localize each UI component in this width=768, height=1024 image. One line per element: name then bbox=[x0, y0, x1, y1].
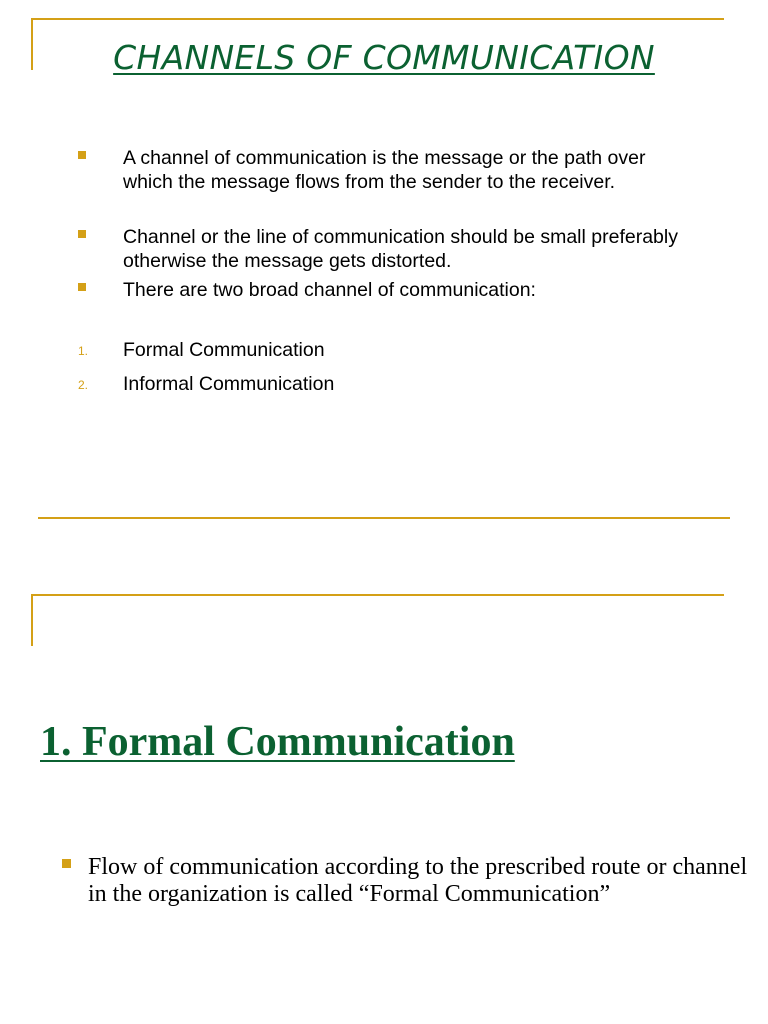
bullet-square-icon bbox=[78, 151, 86, 159]
bullet-text: There are two broad channel of communication: bbox=[123, 279, 536, 301]
slide-frame-top bbox=[31, 594, 724, 596]
slide-title: CHANNELS OF COMMUNICATION bbox=[113, 38, 655, 77]
bullet-square-icon bbox=[62, 859, 71, 868]
slide-2 bbox=[0, 590, 768, 1024]
bullet-text: A channel of communication is the message or the path over which the message flows from the sender to the receiver. bbox=[123, 147, 646, 193]
numbered-text: Informal Communication bbox=[123, 373, 335, 395]
slide-divider bbox=[38, 517, 730, 519]
slide-title: 1. Formal Communication bbox=[40, 719, 515, 765]
slide-frame-left bbox=[31, 594, 33, 646]
numbered-text: Formal Communication bbox=[123, 339, 325, 361]
list-number: 1. bbox=[78, 344, 89, 358]
slide-frame-top bbox=[31, 18, 724, 20]
list-number: 2. bbox=[78, 378, 89, 392]
bullet-square-icon bbox=[78, 230, 86, 238]
bullet-text: Channel or the line of communication should be small preferably otherwise the message gets distorted. bbox=[123, 226, 678, 272]
bullet-text: Flow of communication according to the prescribed route or channel in the organization is called “Formal Communication” bbox=[88, 854, 748, 907]
bullet-square-icon bbox=[78, 283, 86, 291]
